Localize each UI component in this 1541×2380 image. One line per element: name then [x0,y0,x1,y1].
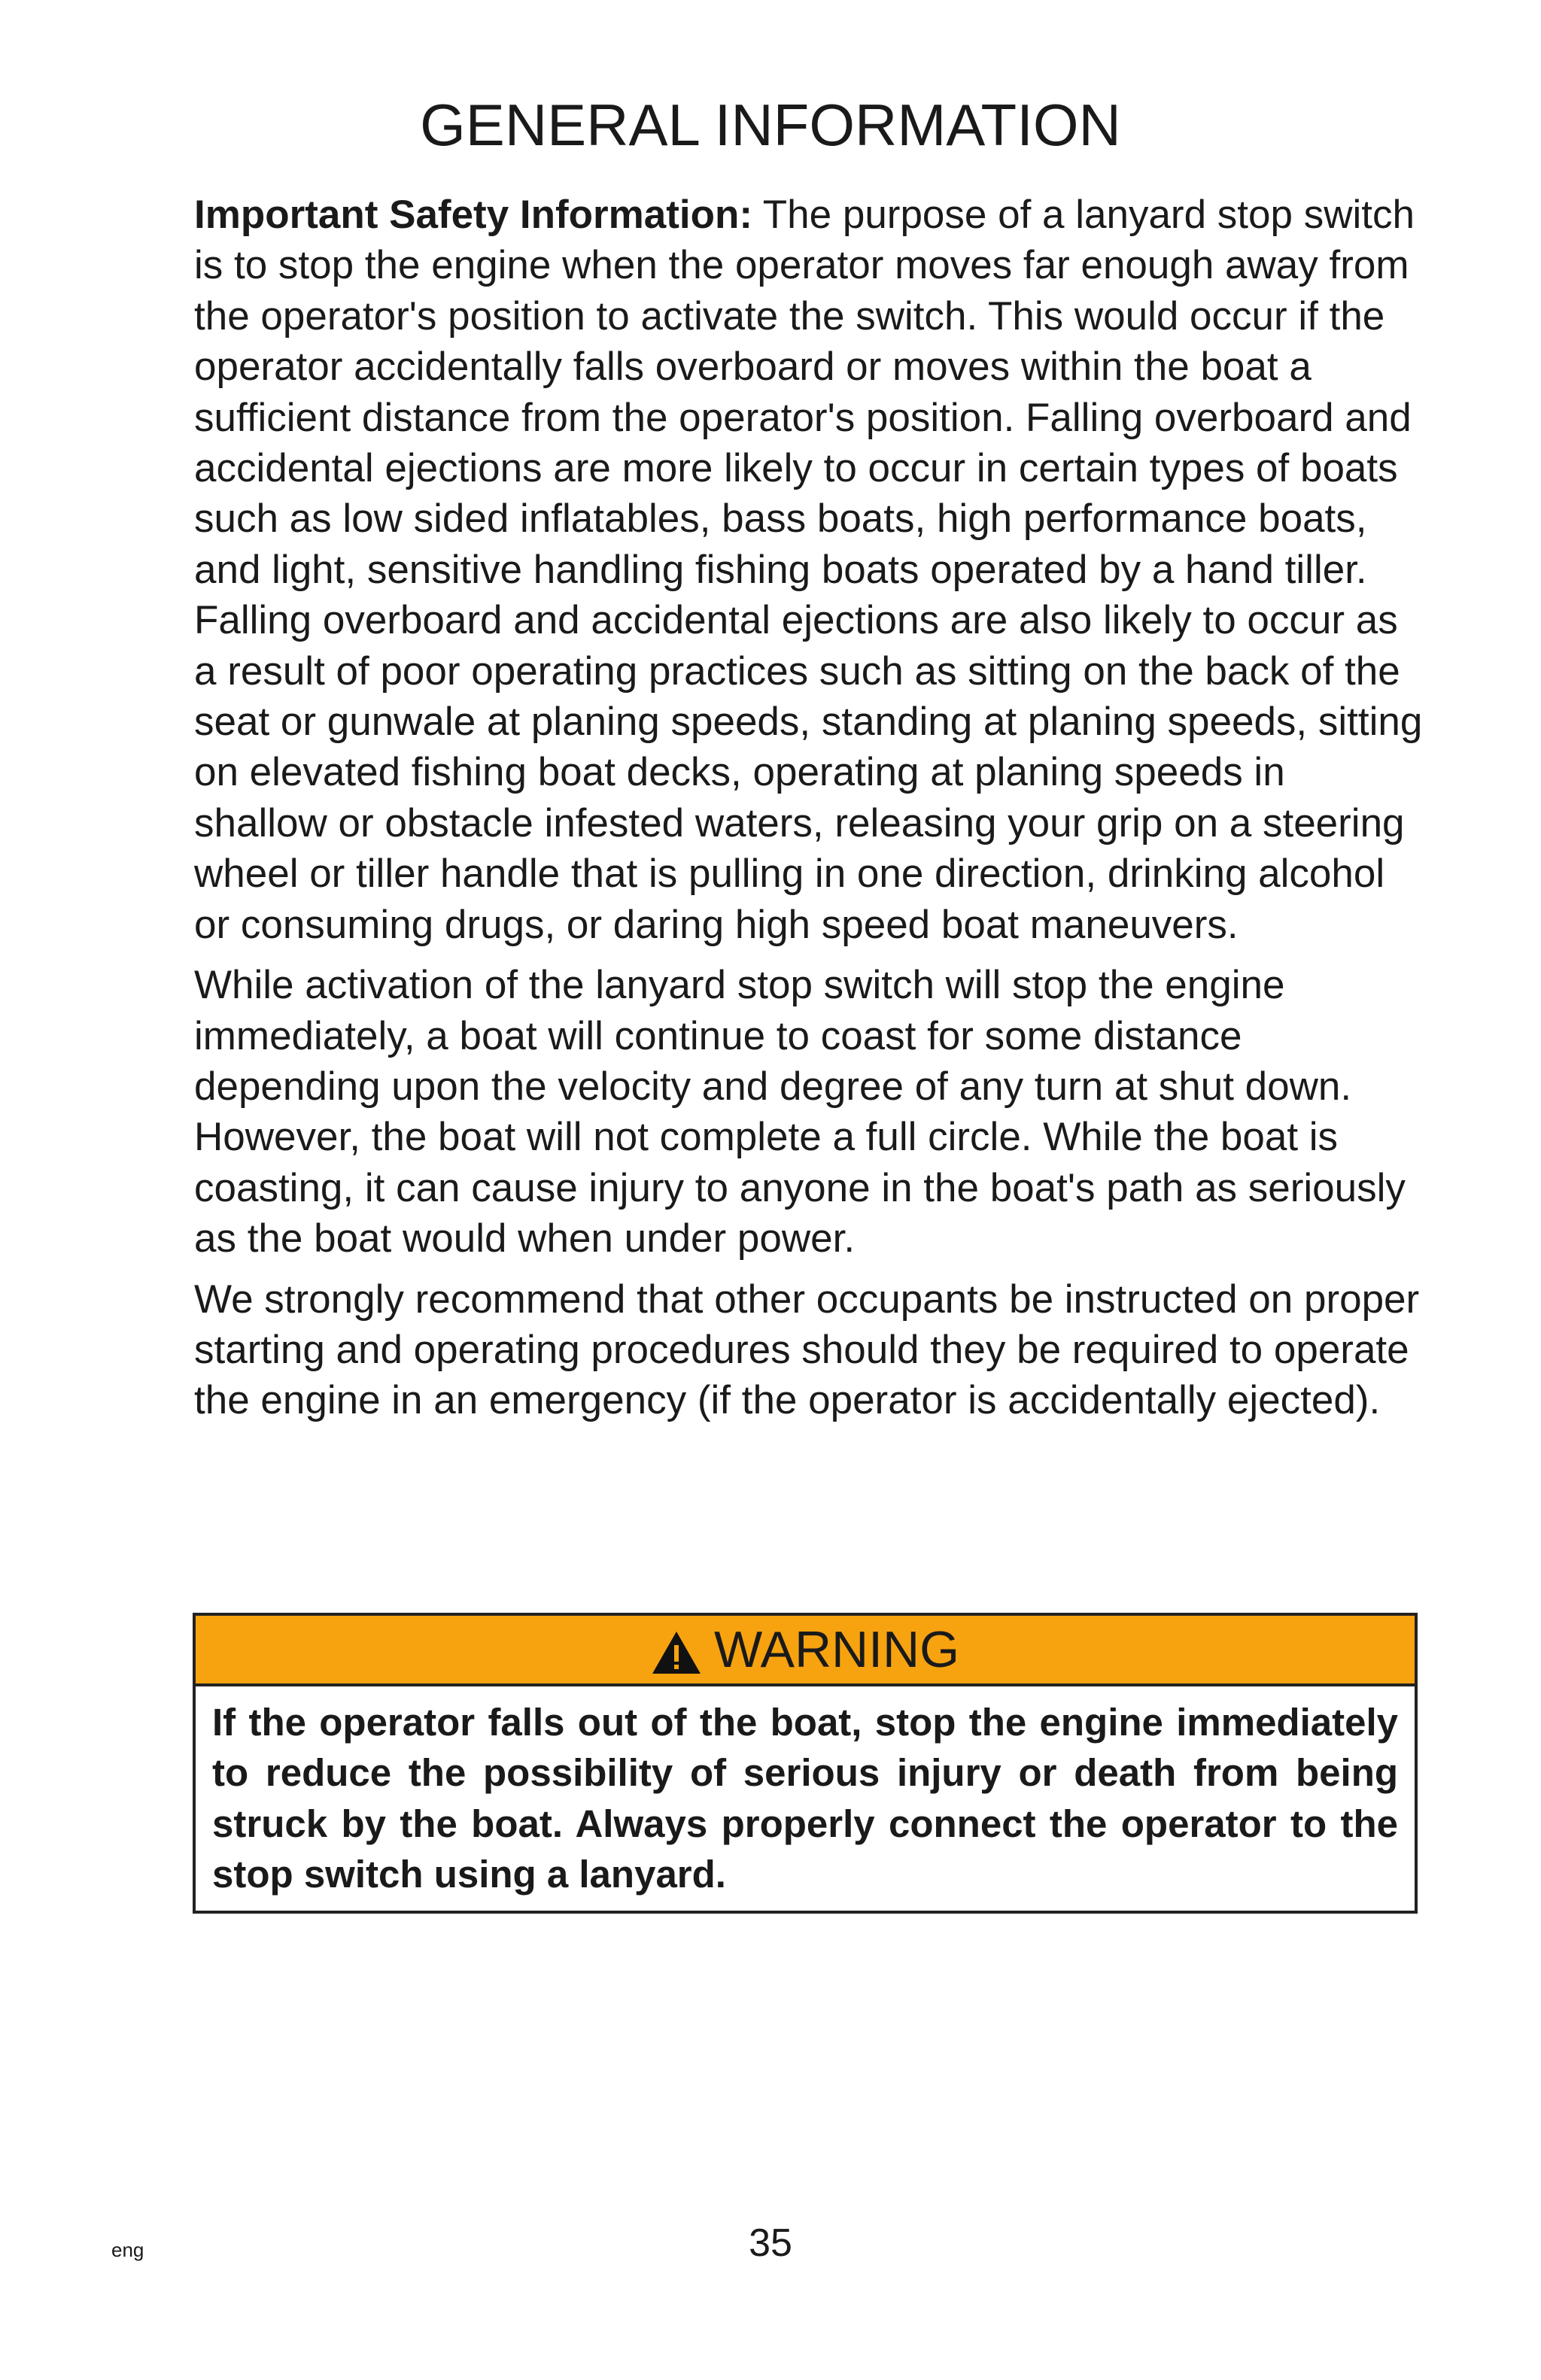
warning-label: WARNING [713,1621,960,1678]
paragraph-coasting: While activation of the lanyard stop switch will stop the engine immediately, a boat will continue to coast for some distance depending upon the velocity and degree of any turn at shut down. However, the boat will not complete a full circle. While the boat is coasting, it can cause injury to anyone in the boat's path as seriously as the boat would when under power. [194,963,1406,1261]
paragraph-text: The purpose of a lanyard stop switch is to stop the engine when the operator moves far enough away from the operator's position to activate the switch. This would occur if the operator accidentally falls overboard or moves within the boat a sufficient distance from the operator's position. Falling overboard and accidental ejections are more likely to occur in certain types of boats such as low sided inflatables, bass boats, high performance boats, and light, sensitive handling fishing boats operated by a hand tiller. Falling overboard and accidental ejections are also likely to occur as a result of poor operating practices such as sitting on the back of the seat or gunwale at planing speeds, standing at planing speeds, sitting on elevated fishing boat decks, operating at planing speeds in shallow or obstacle infested waters, releasing your grip on a steering wheel or tiller handle that is pulling in one direction, drinking alcohol or consuming drugs, or daring high speed boat maneuvers. [194,193,1423,947]
page-title: GENERAL INFORMATION [420,92,1121,158]
paragraph-safety-info [194,190,1428,950]
warning-header [196,1616,1415,1686]
warning-text: If the operator falls out of the boat, stop the engine immediately to reduce the possibility of serious injury or death from being struck by the boat. Always properly connect the operator to the stop switch using a lanyard. [212,1701,1398,1896]
warning-box [193,1613,1418,1914]
paragraph-lead: Important Safety Information: [194,193,753,237]
body-text [194,190,1428,1436]
page-number: 35 [749,2221,792,2265]
language-tag: eng [111,2239,144,2261]
warning-triangle-icon [651,1630,702,1675]
paragraph-occupants: We strongly recommend that other occupants be instructed on proper starting and operating procedures should they be required to operate the engine in an emergency (if the operator is accidentally ejected). [194,1277,1420,1423]
